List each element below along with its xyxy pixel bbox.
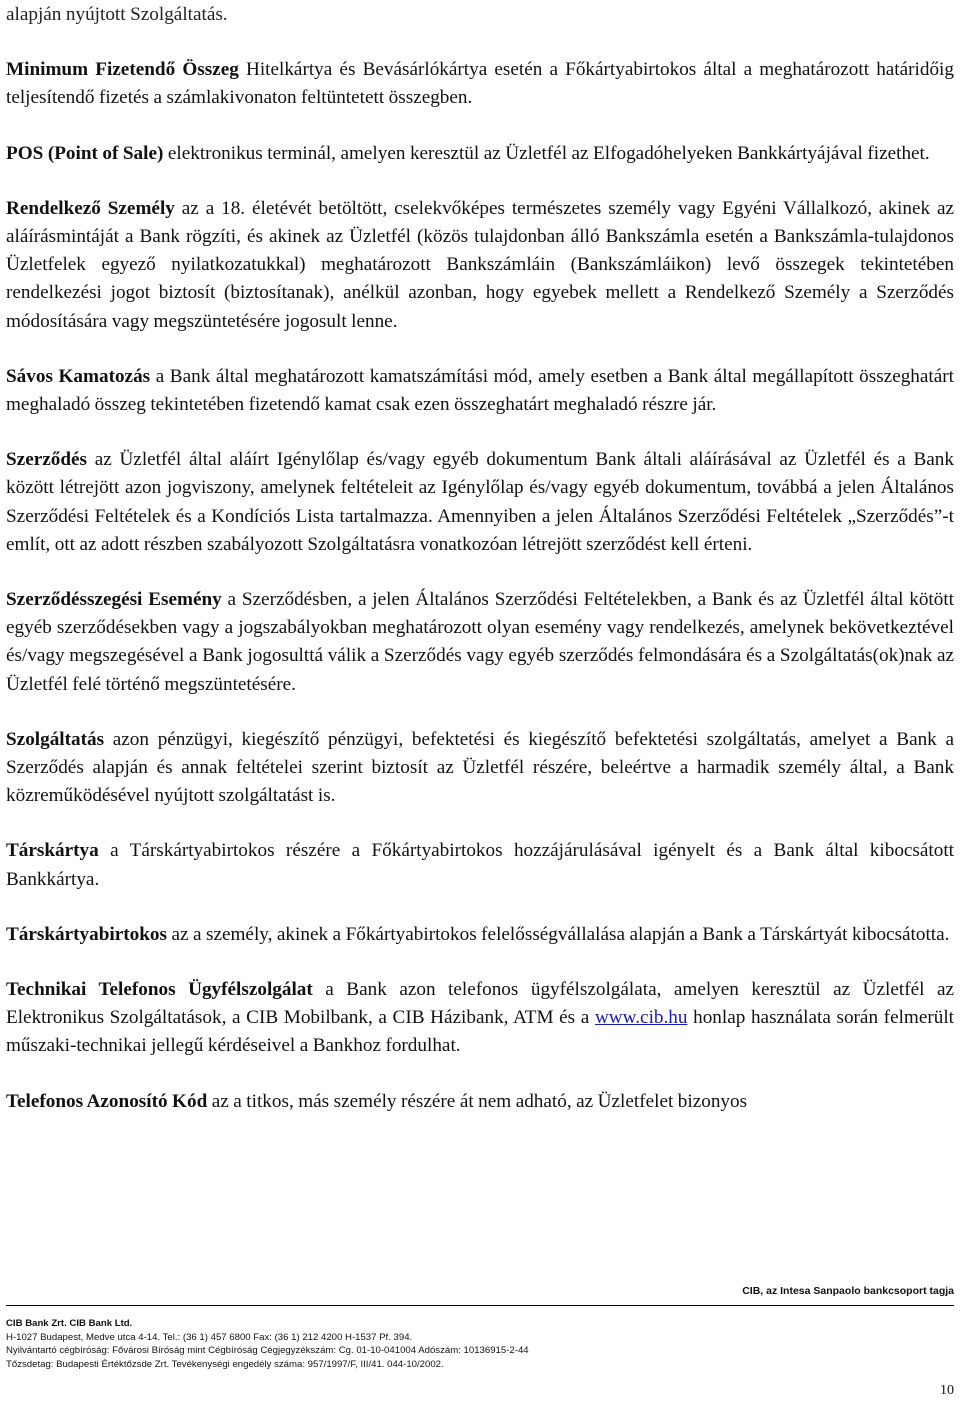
definition-term: Szolgáltatás xyxy=(6,728,105,750)
definition-term: Szerződés xyxy=(6,449,87,471)
definition-term: Sávos Kamatozás xyxy=(6,365,151,387)
website-link[interactable]: www.cib.hu xyxy=(594,1007,688,1029)
definition-text: az a 18. életévét betöltött, cselekvőképes természetes személy vagy Egyéni Vállalkozó, akinek az aláírásmintáját a Bank rögzíti, és akinek az Üzletfél (közös tulajdonban álló Bankszámla esetén a Bankszámla-tulajdonos Üzletfelek egyező nyilatkozatukkal) meghatározott Bankszámláin (Bankszámláikon) levő összegek tekintetében rendelkezési jogot biztosít (biztosítanak), anélkül azonban, hogy egyebek mellett a Rendelkező Személy a Szerződés módosítására vagy megszüntetésére jogosult lenne. xyxy=(6,197,954,332)
footer-company: CIB Bank Zrt. CIB Bank Ltd. xyxy=(6,1318,133,1329)
footer-divider xyxy=(6,1305,954,1306)
definition-text: a Bank által meghatározott kamatszámítási mód, amely esetben a Bank által megállapított összeghatárt meghaladó összeg tekintetében fizetendő kamat csak ezen összeghatárt meghaladó részre jár. xyxy=(6,365,954,416)
footer-registry: Nyilvántartó cégbíróság: Fővárosi Bíróság mint Cégbíróság Cégjegyzékszám: Cg. 01-10-041004 Adószám: 10136915-2-44 xyxy=(6,1345,529,1356)
definition-text: Hitelkártya és Bevásárlókártya esetén a Főkártyabirtokos által a meghatározott határidőig teljesítendő fizetés a számlakivonaton feltüntetett összegben. xyxy=(6,59,954,109)
definition-text: a Társkártyabirtokos részére a Főkártyabirtokos hozzájárulásával igényelt és a Bank által kibocsátott Bankkártya. xyxy=(6,840,954,890)
definition-text: az a személy, akinek a Főkártyabirtokos felelősségvállalása alapján a Bank a Társkártyát kibocsátotta. xyxy=(166,923,950,945)
definition-term: Szerződésszegési Esemény xyxy=(6,589,222,611)
definition-szerzodesszegesi-esemeny xyxy=(6,586,954,699)
document-page xyxy=(6,0,954,1143)
definition-telefonos-azonosito-kod xyxy=(6,1088,954,1116)
paragraph-continuation xyxy=(6,1,954,29)
definition-pos xyxy=(6,140,954,168)
definition-tarskartyabirtokos xyxy=(6,921,954,949)
page-number: 10 xyxy=(940,1383,954,1398)
definition-term: POS (Point of Sale) xyxy=(6,142,164,164)
footer-address: H-1027 Budapest, Medve utca 4-14. Tel.: (36 1) 457 6800 Fax: (36 1) 212 4200 H-1537 Pf. 394. xyxy=(6,1331,413,1343)
definition-term: Minimum Fizetendő Összeg xyxy=(6,59,239,81)
footer xyxy=(6,1317,529,1371)
definition-text-after-link: honlap használata során felmerült műszaki-technikai jellegű kérdéseivel a Bankhoz fordulhat. xyxy=(6,1007,954,1057)
definition-text: az Üzletfél által aláírt Igénylőlap és/vagy egyéb dokumentum Bank általi aláírásával az Üzletfél és a Bank között létrejött azon jogviszony, amelynek feltételeit az Igénylőlap és/vagy egyéb dokumentum, továbbá a jelen Általános Szerződési Feltételek és a Kondíciós Lista tartalmazza. Amennyiben a jelen Általános Szerződési Feltételek „Szerződés”-t említ, ott az adott részben szabályozott Szolgáltatásra vonatkozóan létrejött szerződést kell érteni. xyxy=(6,449,954,555)
definition-rendelkezo-szemely xyxy=(6,195,954,336)
definition-savos-kamatozas xyxy=(6,363,954,419)
definition-szerzodes xyxy=(6,446,954,559)
definition-term: Rendelkező Személy xyxy=(6,197,175,219)
definition-text: a Bank azon telefonos ügyfélszolgálata, amelyen keresztül az Üzletfél az Elektronikus Szolgáltatások, a CIB Mobilbank, a CIB Házibank, ATM és a xyxy=(6,979,954,1029)
definition-technikai-telefonos-ugyfelszolgalat xyxy=(6,976,954,1061)
definition-term: Társkártya xyxy=(6,840,99,862)
group-tagline: CIB, az Intesa Sanpaolo bankcsoport tagja xyxy=(742,1285,954,1297)
definition-text: azon pénzügyi, kiegészítő pénzügyi, befektetési és kiegészítő befektetési szolgáltatás, amelyet a Bank a Szerződés alapján és annak feltételei szerint biztosít az Üzletfél részére, beleértve a harmadik személy által, a Bank közreműködésével nyújtott szolgáltatást is. xyxy=(6,728,954,807)
definition-text: a Szerződésben, a jelen Általános Szerződési Feltételekben, a Bank és az Üzletfél által kötött egyéb szerződésekben vagy a jogszabályokban meghatározott olyan esemény vagy rendelkezés, amelynek bekövetkeztével és/vagy megszegésével a Bank jogosulttá válik a Szerződés vagy egyéb szerződés felmondására és a Szolgáltatás(ok)nak az Üzletfél felé történő megszüntetésére. xyxy=(6,589,955,695)
definition-term: Technikai Telefonos Ügyfélszolgálat xyxy=(6,979,313,1001)
definition-text: elektronikus terminál, amelyen keresztül az Üzletfél az Elfogadóhelyeken Bankkártyájával fizethet. xyxy=(163,142,930,164)
definition-szolgaltatas xyxy=(6,726,954,811)
definition-tarskartya xyxy=(6,837,954,893)
definition-minimum-fizetendo-osszeg xyxy=(6,56,954,112)
paragraph-text: alapján nyújtott Szolgáltatás. xyxy=(6,4,228,25)
definition-term: Társkártyabirtokos xyxy=(6,923,167,945)
definition-term: Telefonos Azonosító Kód xyxy=(6,1090,208,1112)
definition-text: az a titkos, más személy részére át nem adható, az Üzletfelet bizonyos xyxy=(207,1090,748,1112)
footer-exchange: Tőzsdetag: Budapesti Értéktőzsde Zrt. Tevékenységi engedély száma: 957/1997/F, III/41. 044-10/2002. xyxy=(6,1358,444,1370)
